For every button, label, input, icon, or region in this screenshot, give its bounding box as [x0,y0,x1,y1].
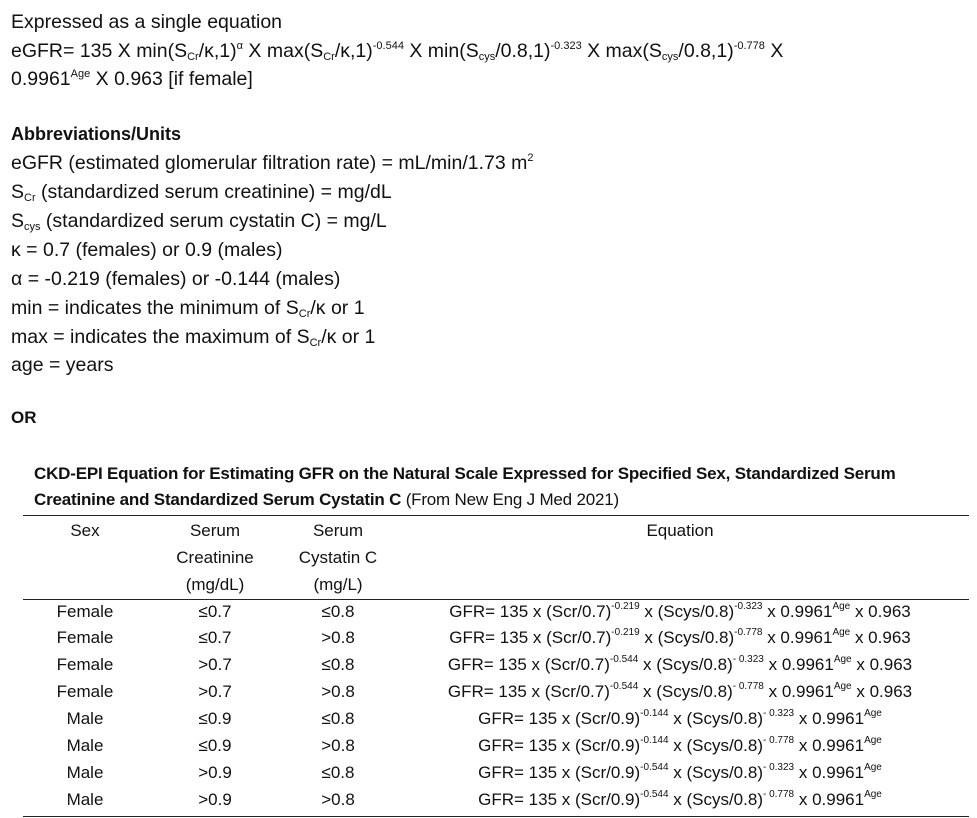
cell-equation [400,598,960,625]
eq-exp: - 0.778 [762,789,795,800]
cell-sex: Female [56,628,114,647]
eq-exp: Age [832,627,851,638]
cell-creatinine: >0.9 [198,790,232,809]
eq-sup: -0.778 [733,40,765,52]
table-row [0,705,977,732]
abbrev-text: /κ or 1 [321,326,376,348]
header-cystatin [288,517,388,598]
eq-text: x 0.9961 [762,602,833,621]
eq-text: x 0.9961 [794,709,865,728]
eq-exp: Age [864,789,882,800]
abbrev-item [11,151,534,175]
abbrev-sub: Cr [309,337,322,349]
table-row [0,786,977,813]
eq-text: GFR= 135 x (Scr/0.7) [449,628,612,647]
cell-creatinine: ≤0.9 [198,736,232,755]
eq-sub: Cr [323,51,335,63]
eq-text: x (Scys/0.8) [668,763,763,782]
eq-exp: Age [864,708,882,719]
eq-exp: - 0.323 [762,762,795,773]
eq-text: GFR= 135 x (Scr/0.7) [447,655,610,674]
header-cystatin-line: Serum [312,521,364,540]
cell-equation [400,651,960,678]
eq-part: eGFR= 135 X min(S [11,40,188,62]
cell-equation [400,624,960,651]
table-bottom-rule [23,816,969,817]
abbrev-item: κ = 0.7 (females) or 0.9 (males) [11,239,283,261]
abbrev-item [11,209,387,233]
abbrev-text: max = indicates the maximum of S [11,326,310,348]
eq-text: x 0.9961 [794,736,865,755]
cell-cystatin: ≤0.8 [321,763,355,782]
eq-part: 0.9961 [11,68,71,90]
eq-exp: -0.144 [640,708,669,719]
cell-creatinine: >0.7 [198,655,232,674]
eq-exp: -0.544 [609,654,639,665]
eq-text: x (Scys/0.8) [668,790,763,809]
eq-sup: -0.323 [550,40,582,52]
eq-sup: -0.544 [372,40,404,52]
table-row [0,678,977,705]
table-top-rule [23,515,969,516]
cell-sex: Female [56,655,114,674]
table-row [0,598,977,625]
cell-equation [400,732,960,759]
equation-line-2 [11,67,253,91]
eq-text: GFR= 135 x (Scr/0.9) [478,763,641,782]
cell-equation [400,678,960,705]
cell-sex: Male [66,736,104,755]
cell-equation [400,786,960,813]
cell-creatinine: ≤0.7 [198,628,232,647]
equation-line-1 [11,39,783,63]
cell-sex: Female [56,602,114,621]
eq-text: x 0.963 [851,655,913,674]
cell-sex: Female [56,682,114,701]
eq-exp: Age [864,762,882,773]
eq-exp: -0.323 [734,601,763,612]
table-row [0,732,977,759]
eq-text: x 0.9961 [762,628,833,647]
eq-exp: Age [864,735,882,746]
eq-text: x (Scys/0.8) [638,682,733,701]
abbrev-text: (standardized serum cystatin C) = mg/L [40,210,387,232]
abbreviations-heading: Abbreviations/Units [11,124,182,144]
eq-text: x 0.963 [850,602,911,621]
eq-text: GFR= 135 x (Scr/0.7) [449,602,612,621]
eq-sup: Age [70,68,91,80]
table-row [0,651,977,678]
table-row [0,624,977,651]
eq-text: x 0.963 [851,682,913,701]
or-label: OR [11,408,37,427]
eq-sup: α [236,40,244,52]
eq-exp: - 0.778 [762,735,795,746]
header-creatinine-line: (mg/dL) [185,575,245,594]
eq-exp: - 0.778 [732,681,764,692]
table-row [0,759,977,786]
eq-part: /κ,1) [334,40,373,62]
eq-text: x (Scys/0.8) [639,628,735,647]
eq-part: X [764,40,784,62]
eq-exp: - 0.323 [732,654,764,665]
eq-text: x 0.9961 [794,763,865,782]
eq-exp: -0.778 [734,627,763,638]
abbrev-item [11,325,375,349]
abbrev-text: /κ or 1 [310,297,365,319]
eq-part: /0.8,1) [495,40,551,62]
eq-exp: Age [833,654,852,665]
abbrev-text: S [11,181,25,203]
cell-sex: Male [66,763,104,782]
eq-text: x (Scys/0.8) [638,655,733,674]
cell-creatinine: >0.7 [198,682,232,701]
cell-cystatin: ≤0.8 [321,655,355,674]
header-cystatin-line: (mg/L) [313,575,363,594]
eq-text: GFR= 135 x (Scr/0.9) [478,709,641,728]
eq-sub: cys [661,51,679,63]
abbrev-sub: cys [24,221,41,233]
header-creatinine-line: Creatinine [176,548,254,567]
header-creatinine [163,517,267,598]
eq-exp: -0.544 [640,789,669,800]
eq-sub: Cr [187,51,199,63]
eq-text: x 0.9961 [763,682,834,701]
table-title-line-1: CKD-EPI Equation for Estimating GFR on the Natural Scale Expressed for Specified Sex, Standardized Serum [34,464,896,483]
eq-part: X max(S [581,40,662,62]
eq-text: GFR= 135 x (Scr/0.9) [478,736,641,755]
eq-part: X 0.963 [if female] [90,68,253,90]
abbrev-text: eGFR (estimated glomerular filtration rate) = mL/min/1.73 m [11,152,528,174]
eq-part: X max(S [243,40,324,62]
eq-exp: Age [833,681,852,692]
cell-cystatin: >0.8 [321,682,355,701]
eq-text: x (Scys/0.8) [639,602,735,621]
abbrev-sub: Cr [24,192,36,204]
abbrev-item: α = -0.219 (females) or -0.144 (males) [11,268,341,290]
abbrev-item: age = years [11,354,114,376]
cell-creatinine: ≤0.7 [198,602,232,621]
abbrev-text: S [11,210,25,232]
cell-cystatin: >0.8 [321,790,355,809]
eq-exp: -0.544 [609,681,639,692]
eq-exp: -0.544 [640,762,669,773]
table-title-bold: Creatinine and Standardized Serum Cystatin C [34,490,402,509]
eq-text: x 0.963 [850,628,911,647]
cell-cystatin: >0.8 [321,628,355,647]
header-sex: Sex [70,521,100,540]
eq-text: x (Scys/0.8) [668,736,763,755]
abbrev-sup: 2 [527,152,534,164]
eq-text: x 0.9961 [763,655,834,674]
cell-equation [400,705,960,732]
eq-exp: -0.219 [611,627,640,638]
table-title-line-2 [34,489,619,511]
cell-creatinine: >0.9 [198,763,232,782]
eq-part: /κ,1) [198,40,237,62]
cell-cystatin: >0.8 [321,736,355,755]
intro-text: Expressed as a single equation [11,11,283,33]
eq-text: GFR= 135 x (Scr/0.9) [478,790,641,809]
cell-sex: Male [66,790,104,809]
eq-text: GFR= 135 x (Scr/0.7) [447,682,610,701]
header-equation: Equation [646,521,714,540]
cell-equation [400,759,960,786]
abbrev-item [11,180,392,204]
abbrev-item [11,296,365,320]
abbrev-text: min = indicates the minimum of S [11,297,299,319]
abbrev-text: (standardized serum creatinine) = mg/dL [35,181,392,203]
header-cystatin-line: Cystatin C [298,548,378,567]
eq-part: X min(S [403,40,479,62]
eq-text: x (Scys/0.8) [668,709,763,728]
cell-cystatin: ≤0.8 [321,709,355,728]
eq-sub: cys [478,51,496,63]
eq-exp: Age [832,601,851,612]
cell-creatinine: ≤0.9 [198,709,232,728]
header-creatinine-line: Serum [189,521,241,540]
eq-exp: -0.144 [640,735,669,746]
eq-text: x 0.9961 [794,790,865,809]
abbrev-sub: Cr [298,308,311,320]
cell-sex: Male [66,709,104,728]
cell-cystatin: ≤0.8 [321,602,355,621]
table-title-source: (From New Eng J Med 2021) [401,490,619,509]
eq-exp: -0.219 [611,601,640,612]
eq-exp: - 0.323 [762,708,795,719]
eq-part: /0.8,1) [678,40,734,62]
